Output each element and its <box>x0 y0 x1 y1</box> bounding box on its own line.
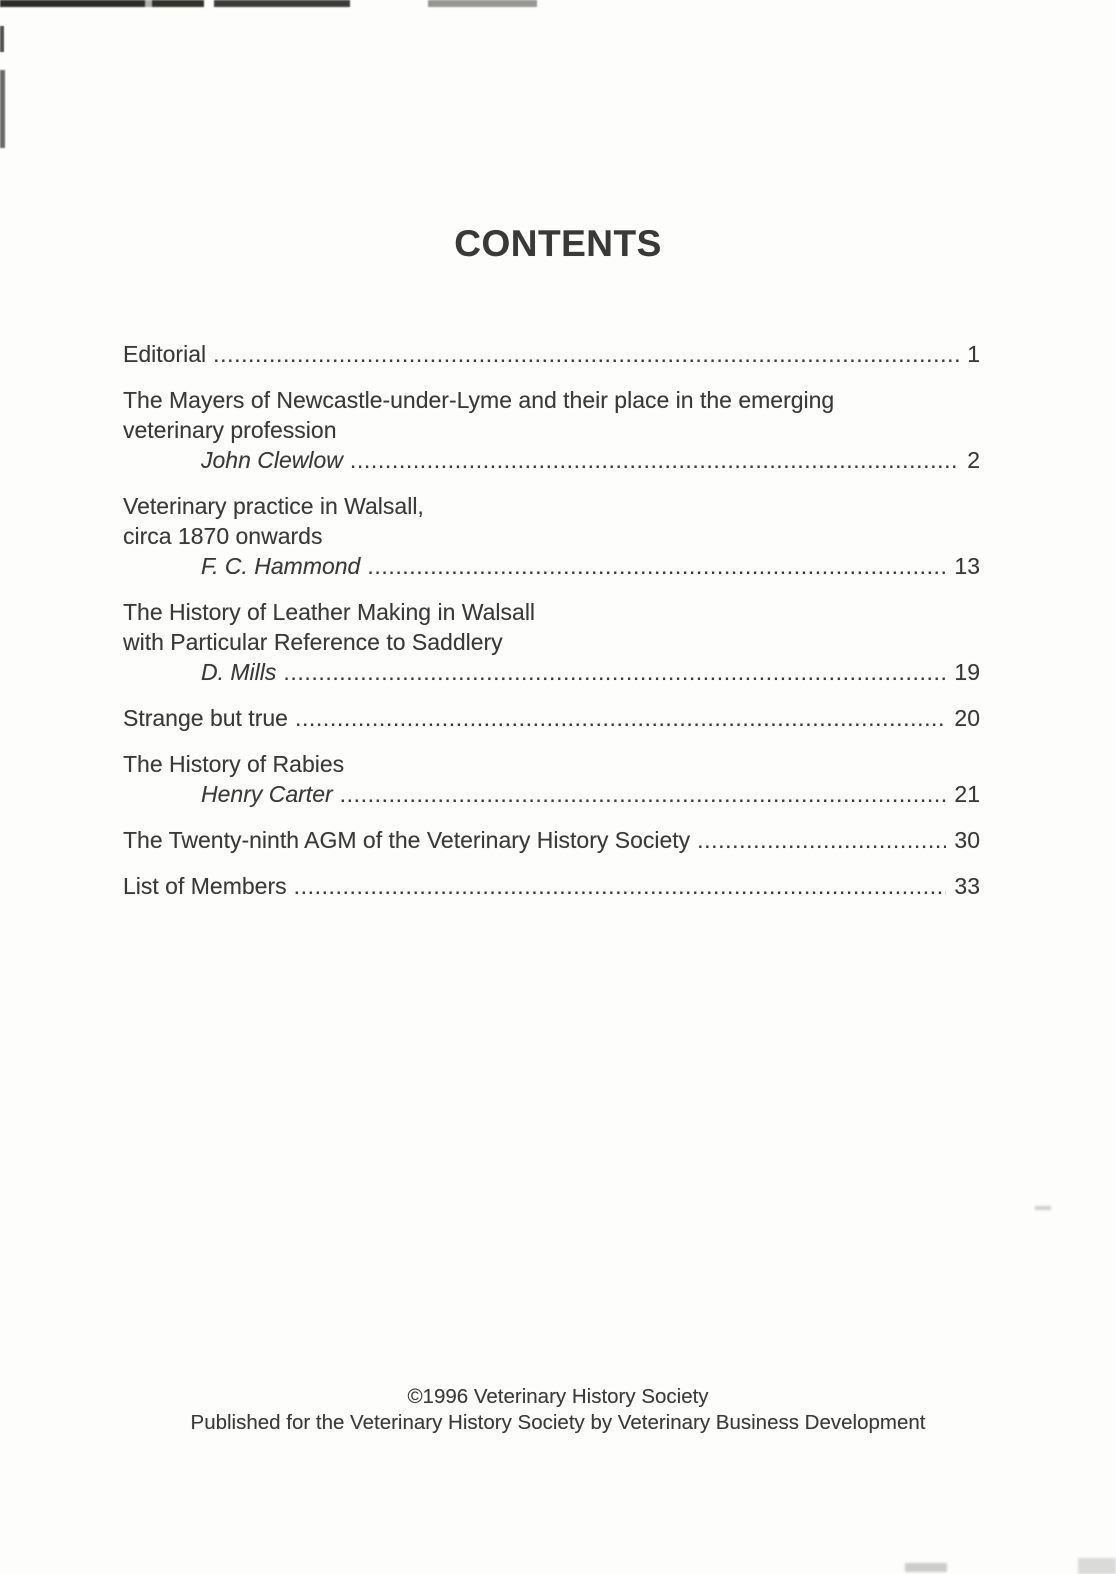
dotted-leader <box>340 779 947 809</box>
dotted-leader <box>213 339 959 369</box>
toc-entry-title: Veterinary practice in Walsall, <box>123 493 424 519</box>
toc-entry-strange-but-true <box>123 703 980 733</box>
dotted-leader <box>697 825 946 855</box>
toc-entry-editorial <box>123 339 980 369</box>
toc-entry-leather-making <box>123 597 980 687</box>
toc-entry-rabies <box>123 749 980 809</box>
toc-row <box>123 339 980 369</box>
toc-entry-title: List of Members <box>123 873 287 899</box>
toc-entry-page-number: 13 <box>954 553 980 579</box>
toc-row <box>123 871 980 901</box>
toc-entry-agm <box>123 825 980 855</box>
scan-artifact-bottom-edge <box>1078 1558 1116 1574</box>
toc-entry-title: with Particular Reference to Saddlery <box>123 629 503 655</box>
toc-entry-title: Strange but true <box>123 705 288 731</box>
publisher-line: Published for the Veterinary History Society by Veterinary Business Development <box>190 1411 926 1434</box>
toc-entry-author: F. C. Hammond <box>201 553 361 579</box>
toc-entry-author: Henry Carter <box>201 781 333 807</box>
toc-entry-mayers <box>123 385 980 475</box>
scan-artifact-bottom-edge <box>905 1563 947 1572</box>
toc-row <box>123 445 980 475</box>
toc-entry-page-number: 20 <box>954 705 980 731</box>
toc-entry-page-number: 2 <box>967 447 980 473</box>
toc-entry-author: D. Mills <box>201 659 277 685</box>
toc-entry-title: veterinary profession <box>123 417 337 443</box>
dotted-leader <box>283 657 946 687</box>
copyright-line: ©1996 Veterinary History Society <box>407 1385 709 1408</box>
toc-entry-title: The History of Leather Making in Walsall <box>123 599 536 625</box>
dotted-leader <box>295 703 946 733</box>
toc-entry-title: circa 1870 onwards <box>123 523 323 549</box>
toc-entry-list-of-members <box>123 871 980 901</box>
toc-entry-walsall-practice <box>123 491 980 581</box>
dotted-leader <box>294 871 947 901</box>
toc-entry-page-number: 33 <box>954 873 980 899</box>
toc-row <box>123 551 980 581</box>
toc-entry-title: The History of Rabies <box>123 751 345 777</box>
toc-row <box>123 779 980 809</box>
toc-entry-page-number: 1 <box>967 341 980 367</box>
toc-entry-title: Editorial <box>123 341 207 367</box>
toc-row <box>123 703 980 733</box>
toc-row <box>123 657 980 687</box>
table-of-contents <box>123 339 980 901</box>
dotted-leader <box>350 445 959 475</box>
scan-artifact-speck <box>1035 1206 1051 1210</box>
toc-entry-title: The Mayers of Newcastle-under-Lyme and their place in the emerging <box>123 387 835 413</box>
page-title: CONTENTS <box>454 223 662 264</box>
toc-entry-page-number: 21 <box>954 781 980 807</box>
dotted-leader <box>367 551 946 581</box>
toc-entry-title: The Twenty-ninth AGM of the Veterinary History Society <box>123 827 691 853</box>
toc-entry-page-number: 19 <box>954 659 980 685</box>
imprint-footer <box>0 1384 1116 1436</box>
toc-row <box>123 825 980 855</box>
toc-entry-author: John Clewlow <box>201 447 343 473</box>
toc-entry-page-number: 30 <box>954 827 980 853</box>
